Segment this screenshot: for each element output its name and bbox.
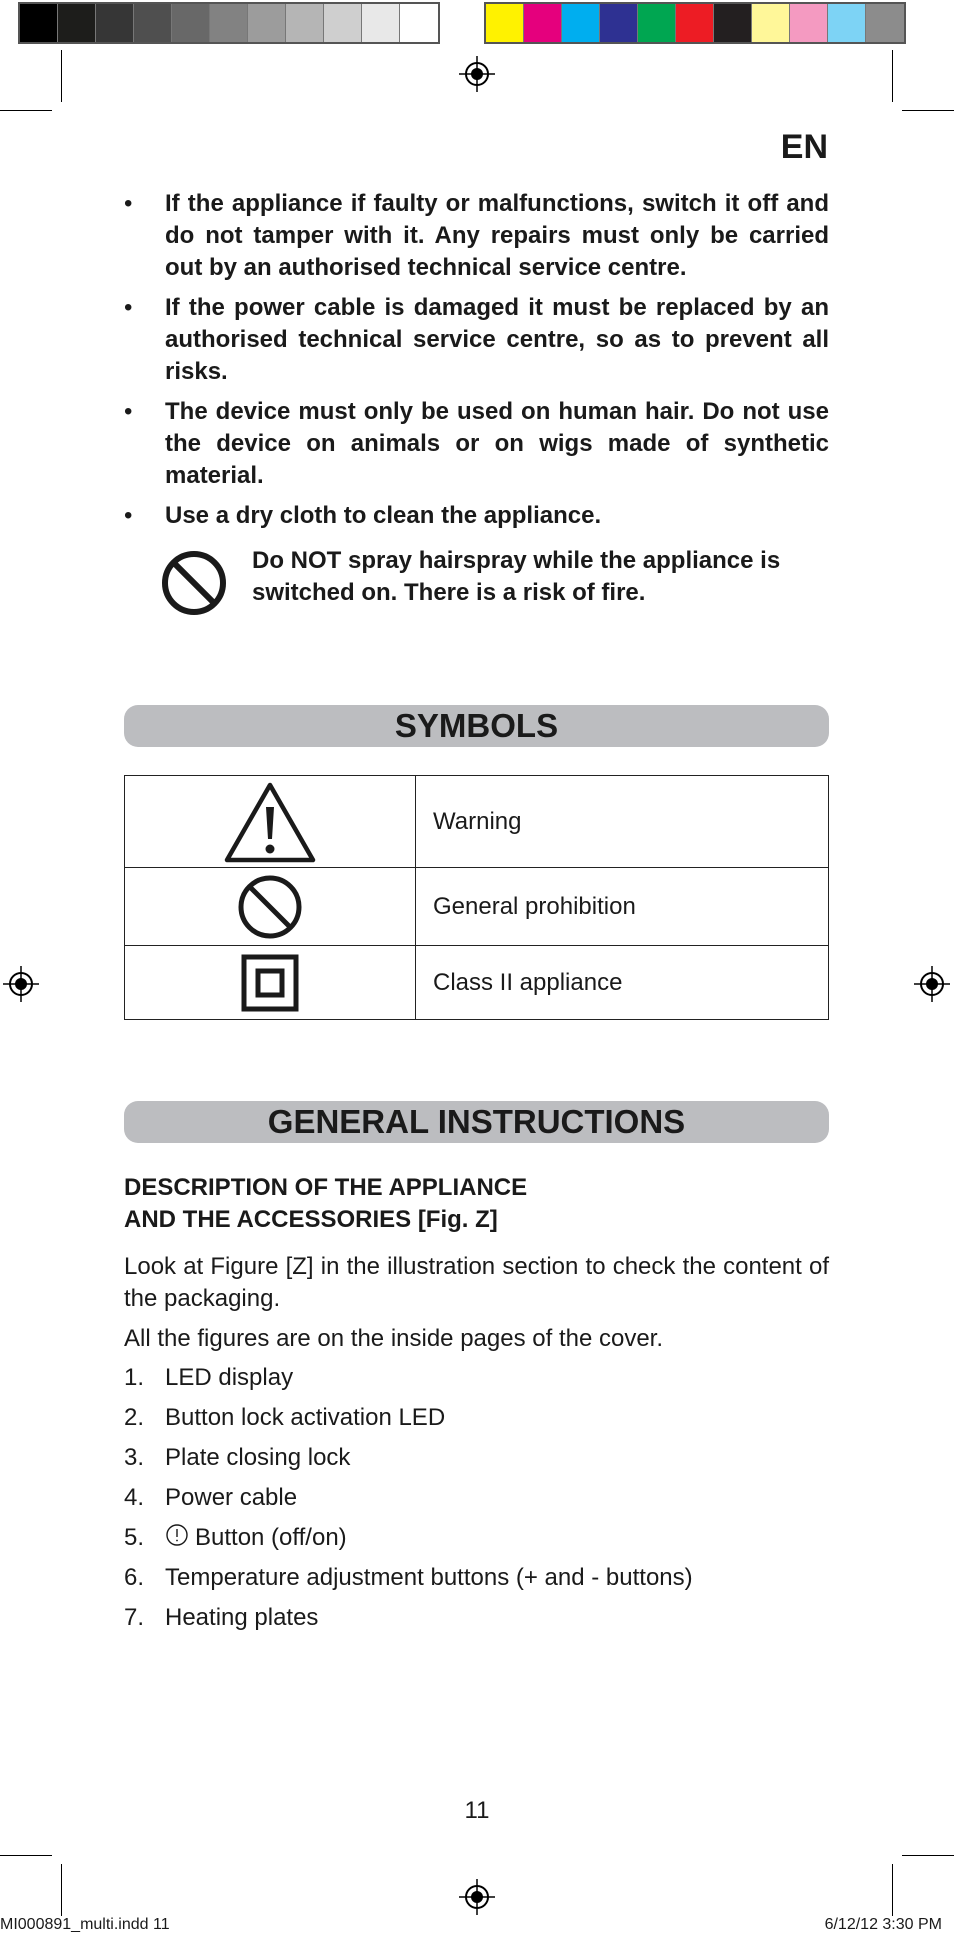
power-symbol-icon [165,1523,189,1547]
color-swatch [676,4,714,42]
symbols-table [124,775,829,1020]
symbols-heading: SYMBOLS [124,705,829,747]
item-text: Plate closing lock [165,1444,351,1471]
table-row [125,868,829,946]
color-swatch [20,4,58,42]
symbol-icon-cell [125,868,416,946]
item-number: 2. [124,1404,145,1431]
list-item [124,500,829,532]
bullet-text: The device must only be used on human hair. Do not use the device on animals or on wigs made of synthetic material. [165,398,829,489]
table-row [125,776,829,868]
registration-mark-icon [459,1879,495,1915]
bullet-marker: • [124,190,133,217]
bullet-text: Use a dry cloth to clean the appliance. [165,502,602,529]
item-number: 1. [124,1364,145,1391]
list-item [124,1482,829,1522]
prohibition-icon [160,549,228,617]
list-item [124,1362,829,1402]
description-subheading [124,1172,527,1236]
color-swatch [58,4,96,42]
component-list [124,1362,829,1642]
crop-mark [61,50,62,102]
print-date-time: 6/12/12 3:30 PM [824,1916,942,1933]
symbol-icon-cell [125,776,416,868]
crop-mark [902,110,954,111]
symbol-label: General prohibition [416,868,829,946]
color-swatch [714,4,752,42]
item-text: LED display [165,1364,294,1391]
list-item [124,292,829,388]
crop-mark [892,50,893,102]
bullet-marker: • [124,294,133,321]
item-text: Button lock activation LED [165,1404,446,1431]
symbol-label: Class II appliance [416,946,829,1020]
color-swatch [600,4,638,42]
color-swatch [866,4,904,42]
table-row [125,946,829,1020]
list-item [124,1402,829,1442]
bullet-text: If the appliance if faulty or malfunctions, switch it off and do not tamper with it. Any repairs must only be carried out by an authorised technical service centre. [165,190,829,281]
language-label: EN [780,128,828,166]
color-swatch [790,4,828,42]
color-swatch [210,4,248,42]
list-item [124,396,829,492]
crop-mark [0,1855,52,1856]
subheading-line: AND THE ACCESSORIES [Fig. Z] [124,1206,498,1233]
item-text: Button (off/on) [195,1524,347,1551]
color-swatch [638,4,676,42]
color-swatch [96,4,134,42]
color-swatch [828,4,866,42]
color-swatch [486,4,524,42]
crop-mark [61,1864,62,1916]
general-instructions-heading: GENERAL INSTRUCTIONS [124,1101,829,1143]
item-number: 4. [124,1484,145,1511]
symbol-icon-cell [125,946,416,1020]
page-number: 11 [464,1797,490,1824]
subheading-line: DESCRIPTION OF THE APPLIANCE [124,1174,528,1201]
bullet-marker: • [124,502,133,529]
color-swatch [362,4,400,42]
crop-mark [0,110,52,111]
registration-mark-icon [3,966,39,1002]
item-text: Heating plates [165,1604,319,1631]
color-swatch [172,4,210,42]
class-ii-icon [241,954,299,1012]
hairspray-warning-text: Do NOT spray hairspray while the appliance is switched on. There is a risk of fire. [252,547,781,606]
item-number: 5. [124,1524,145,1551]
color-swatch [248,4,286,42]
color-swatch [134,4,172,42]
grayscale-color-bar [18,2,440,44]
item-text: Temperature adjustment buttons (+ and - buttons) [165,1564,693,1591]
warning-triangle-icon [222,779,318,865]
bullet-marker: • [124,398,133,425]
safety-bullet-list [124,188,829,540]
color-swatch [400,4,438,42]
prohibition-icon [236,873,304,941]
color-swatch [524,4,562,42]
process-color-bar [484,2,906,44]
bullet-text: If the power cable is damaged it must be replaced by an authorised technical service centre, so as to prevent all risks. [165,294,829,385]
list-item [124,1522,829,1562]
color-swatch [324,4,362,42]
hairspray-warning [160,545,829,625]
color-swatch [752,4,790,42]
symbol-label: Warning [416,776,829,868]
item-number: 7. [124,1604,145,1631]
item-text: Power cable [165,1484,298,1511]
item-number: 3. [124,1444,145,1471]
file-name-slug: MI000891_multi.indd 11 [0,1916,170,1933]
color-swatch [562,4,600,42]
crop-mark [902,1855,954,1856]
list-item [124,1442,829,1482]
item-number: 6. [124,1564,145,1591]
list-item [124,1602,829,1642]
color-swatch [286,4,324,42]
registration-mark-icon [459,56,495,92]
packaging-paragraph: Look at Figure [Z] in the illustration section to check the content of the packaging. [124,1253,829,1312]
crop-mark [892,1864,893,1916]
registration-mark-icon [914,966,950,1002]
list-item [124,188,829,284]
figures-paragraph: All the figures are on the inside pages of the cover. [124,1325,664,1352]
list-item [124,1562,829,1602]
